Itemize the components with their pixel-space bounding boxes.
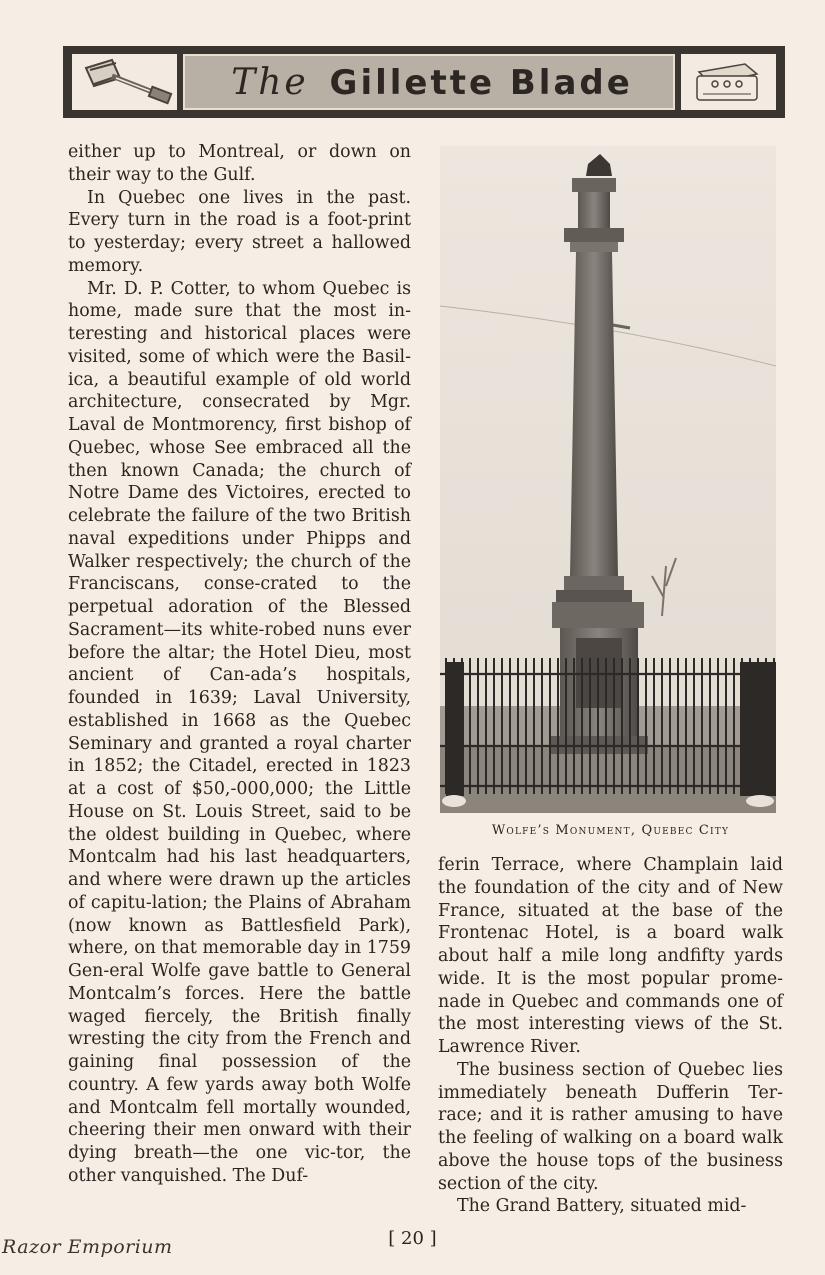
left-paragraph-2: In Quebec one lives in the past. Every turn in the road is a foot-print to yesterday; every street a hallowed memory. [68,187,411,276]
right-paragraph-2: The business section of Quebec lies immediately beneath Dufferin Ter-race; and it is rather amusing to have the feeling of walking on a board walk above the house tops of the business section of the city. [438,1059,783,1194]
masthead-title [225,62,633,103]
watermark-logo: Razor Emporium [2,1236,173,1258]
masthead-title-main: Gillette Blade [329,62,633,103]
masthead [63,46,785,118]
blade-package-illustration [681,54,776,110]
razor-icon [72,54,177,110]
left-paragraph-1: either up to Montreal, or down on their way to the Gulf. [68,142,411,185]
page-number: [ 20 ] [388,1228,437,1249]
blade-package-icon [681,54,776,110]
masthead-title-the: The [231,61,309,103]
right-paragraph-1: ferin Terrace, where Champlain laid the foundation of the city and of New France, situated at the base of the Frontenac Hotel, is a board walk about half a mile long andfifty yards wide. It is the most popular prome-nade in Quebec and commands one of the most interesting views of the St. Lawrence River. [438,855,783,1057]
masthead-title-panel [183,54,675,110]
photo-caption: Wolfe’s Monument, Quebec City [491,823,730,838]
left-column [68,141,411,1188]
left-paragraph-3: Mr. D. P. Cotter, to whom Quebec is home, made sure that the most in-teresting and historical places were visited, some of which were the Basil-ica, a beautiful example of old world architecture, consecrated by Mgr. Laval de Montmorency, first bishop of Quebec, whose See embraced all the then known Canada; the church of Notre Dame des Victoires, erected to celebrate the failure of the two British naval expeditions under Phipps and Walker respectively; the church of the Franciscans, conse-crated to the perpetual adoration of the Blessed Sacrament—its white-robed nuns ever before the altar; the Hotel Dieu, most ancient of Can-ada’s hospitals, founded in 1639; Laval University, established in 1668 as the Quebec Seminary and granted a royal charter in 1852; the Citadel, erected in 1823 at a cost of $50,-000,000; the Little House on St. Louis Street, said to be the oldest building in Quebec, where Montcalm had his last headquarters, and where were drawn up the articles of capitu-lation; the Plains of Abraham (now known as Battlesfield Park), where, on that memorable day in 1759 Gen-eral Wolfe gave battle to General Montcalm’s forces. Here the battle waged fiercely, the British finally wresting the city from the French and gaining final possession of the country. A few yards away both Wolfe and Montcalm fell mortally wounded, cheering their men onward with their dying breath—the one vic-tor, the other vanquished. The Duf- [68,278,411,1186]
right-column [438,854,783,1218]
right-paragraph-3: The Grand Battery, situated mid- [457,1196,747,1217]
monument-photo [440,146,776,813]
monument-image [440,146,776,813]
razor-illustration [72,54,177,110]
